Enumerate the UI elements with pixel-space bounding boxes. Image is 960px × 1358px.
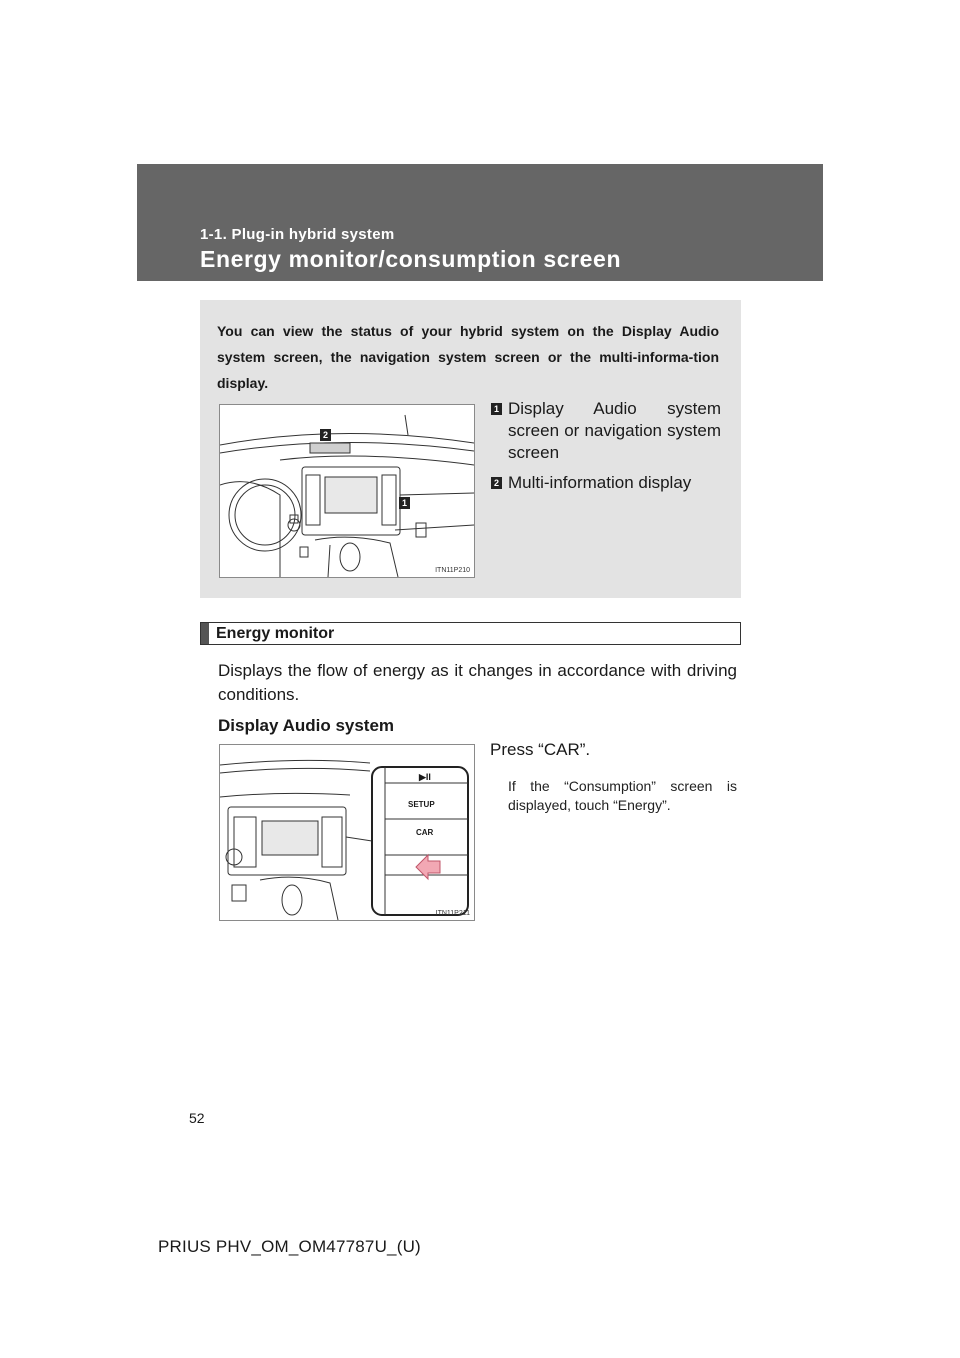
instruction-text: Press “CAR”. — [490, 740, 591, 759]
number-badge-icon: 1 — [491, 403, 502, 415]
legend-label: Multi-information display — [508, 473, 692, 492]
intro-text: You can view the status of your hybrid system on the Display Audio system screen, the navigation system screen or the multi-informa-tion display. — [217, 323, 719, 391]
page-title: Energy monitor/consumption screen — [200, 246, 622, 272]
figure-code: ITN11P211 — [435, 910, 470, 917]
legend-label: Display Audio system screen or navigation system screen — [508, 399, 721, 462]
figure-legend — [491, 398, 721, 502]
number-badge-icon: 2 — [491, 477, 502, 489]
heading-bar — [201, 623, 209, 644]
callout-2: 2 — [320, 429, 331, 441]
car-button-illustration — [219, 744, 475, 921]
page-number: 52 — [189, 1110, 205, 1126]
legend-item-1 — [491, 398, 721, 464]
section-label: 1-1. Plug-in hybrid system — [200, 226, 395, 243]
system-label: Display Audio system — [218, 716, 395, 735]
description-text: Displays the flow of energy as it changes in accordance with driving conditions. — [218, 661, 737, 704]
legend-item-2 — [491, 472, 721, 494]
dashboard-illustration — [219, 404, 475, 578]
section-heading — [200, 622, 741, 645]
car-button-label: CAR — [416, 828, 434, 837]
footer-document-code: PRIUS PHV_OM_OM47787U_(U) — [158, 1237, 421, 1256]
section-heading-title: Energy monitor — [216, 625, 335, 642]
play-pause-button-icon: ▶II — [419, 772, 431, 782]
setup-button-label: SETUP — [408, 800, 435, 809]
figure-code: ITN11P210 — [435, 567, 470, 574]
note-text: If the “Consumption” screen is displayed, touch “Energy”. — [508, 778, 737, 813]
callout-1: 1 — [399, 497, 410, 509]
dashboard-drawing — [220, 405, 474, 577]
console-drawing — [220, 745, 474, 920]
